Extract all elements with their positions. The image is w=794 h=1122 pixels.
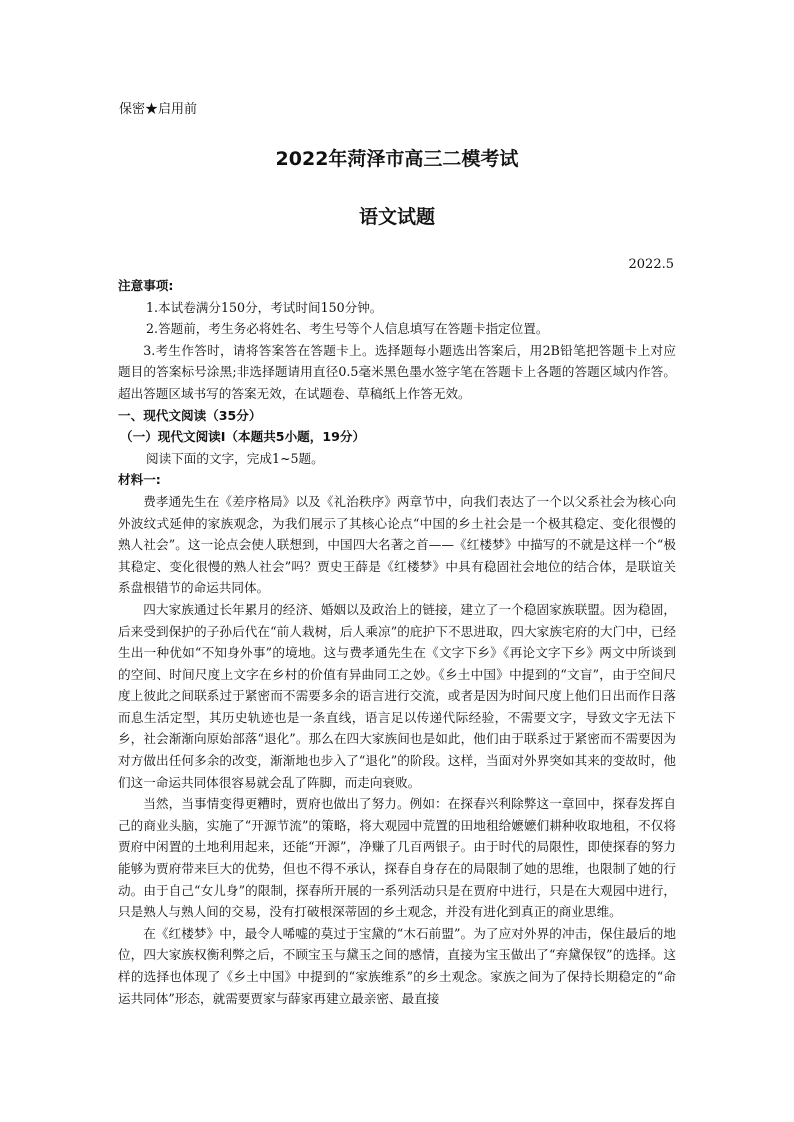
exam-content [118, 275, 676, 1009]
material-label: 材料一: [118, 472, 161, 488]
body-paragraph: 费孝通先生在《差序格局》以及《礼治秩序》两章节中，向我们表达了一个以父系社会为核心向外波纹式延伸的家族观念，为我们展示了其核心论点“中国的乡土社会是一个极其稳定、变化很慢的熟人社会”。这一论点会使人联想到，中国四大名著之首——《红楼梦》中描写的不就是这样一个“极其稳定、变化很慢的熟人社会”吗？贾史王薛是《红楼梦》中具有稳固社会地位的结合体，是联谊关系盘根错节的命运共同体。 [118, 493, 676, 596]
section-heading: 一、现代文阅读（35分） [118, 407, 262, 423]
exam-subject: 语文试题 [358, 206, 435, 228]
exam-title: 2022年菏泽市高三二模考试 [275, 148, 519, 170]
exam-date: 2022.5 [628, 257, 674, 272]
notice-item: 1.本试卷满分150分，考试时间150分钟。 [146, 299, 383, 315]
body-paragraph: 四大家族通过长年累月的经济、婚姻以及政治上的链接，建立了一个稳固家族联盟。因为稳固，后来受到保护的子孙后代在“前人栽树，后人乘凉”的庇护下不思进取，四大家族宅府的大门中，已经生出一种优如“不知身外事”的境地。这与费孝通先生在《文字下乡》《再论文字下乡》两文中所谈到的空间、时间尺度上文字在乡村的价值有异曲同工之妙。《乡土中国》中提到的“文盲”，由于空间尺度上彼此之间联系过于紧密而不需要多余的语言进行交流，或者是因为时间尺度上他们日出而作日落而息生活定型，其历史轨迹也是一条直线，语言足以传递代际经验，不需要文字，导致文字无法下乡，社会渐渐向原始部落“退化”。那么在四大家族间也是如此，他们由于联系过于紧密而不需要因为对方做出任何多余的改变，渐渐地也步入了“退化”的阶段。这样，当面对外界突如其来的变故时，他们这一命运共同体很容易就会乱了阵脚，而走向衰败。 [118, 601, 676, 790]
subsection-heading: （一）现代文阅读Ⅰ（本题共5小题，19分） [120, 429, 366, 445]
notice-item: 2.答题前，考生务必将姓名、考生号等个人信息填写在答题卡指定位置。 [146, 321, 549, 337]
body-paragraph: 在《红楼梦》中，最令人唏嘘的莫过于宝黛的“木石前盟”。为了应对外界的冲击，保住最后的地位，四大家族权衡利弊之后，不顾宝玉与黛玉之间的感情，直接为宝玉做出了“弃黛保钗”的选择。这样的选择也体现了《乡土中国》中提到的“家族维系”的乡土观念。家族之间为了保持长期稳定的“命运共同体”形态，就需要贾家与薛家再建立最亲密、最直接 [118, 925, 676, 1006]
notice-item: 3.考生作答时，请将答案答在答题卡上。选择题每小题选出答案后，用2B铅笔把答题卡上对应题目的答案标号涂黑;非选择题请用直径0.5毫米黑色墨水签字笔在答题卡上各题的答题区域内作答。超出答题区域书写的答案无效，在试题卷、草稿纸上作答无效。 [118, 342, 676, 401]
body-paragraph: 当然，当事情变得更糟时，贾府也做出了努力。例如：在探春兴利除弊这一章回中，探春发挥自己的商业头脑，实施了“开源节流”的策略，将大观园中荒置的田地租给嬷嬷们耕种收取地租，不仅将贾府中闲置的土地利用起来，还能“开源”，净赚了几百两银子。由于时代的局限性，即使探春的努力能够为贾府带来巨大的优势，但也不得不承认，探春自身存在的局限制了她的思维，也限制了她的行动。由于自己“女儿身”的限制，探春所开展的一系列活动只是在贾府中进行，只是在大观园中进行，只是熟人与熟人间的交易，没有打破根深蒂固的乡土观念，并没有进化到真正的商业思维。 [118, 796, 676, 920]
confidential-label: 保密★启用前 [119, 102, 198, 117]
notice-heading: 注意事项: [118, 278, 174, 293]
reading-instruction: 阅读下面的文字，完成1~5题。 [146, 450, 324, 466]
